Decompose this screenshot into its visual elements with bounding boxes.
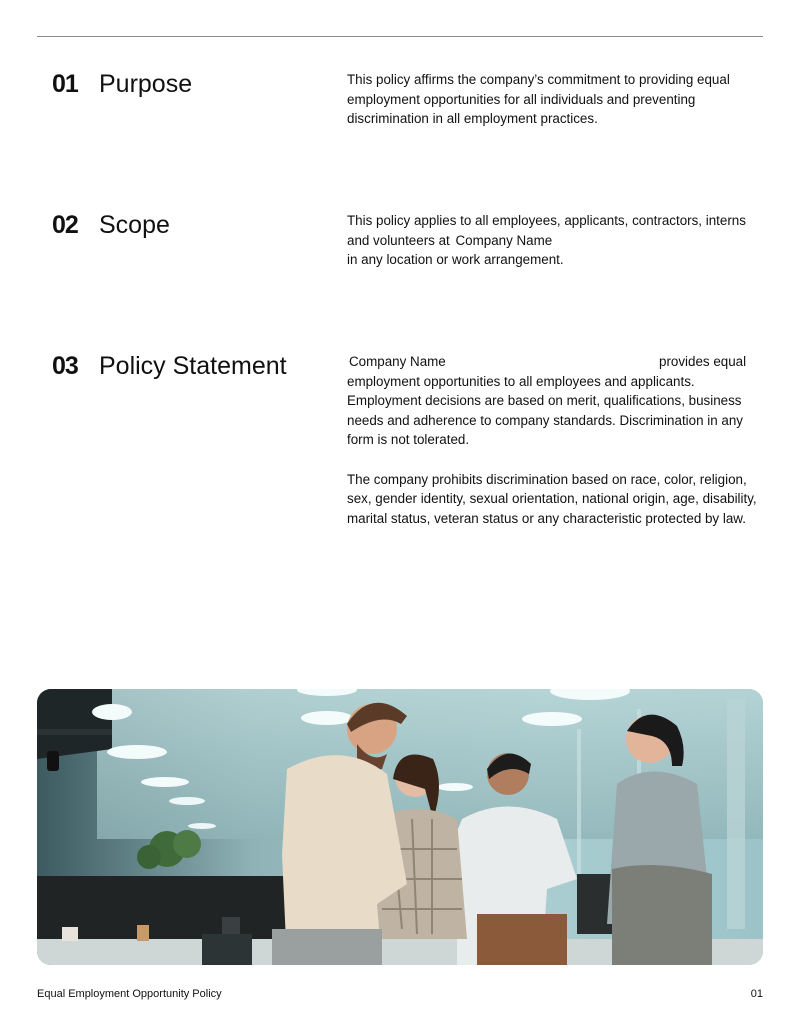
section-paragraph: This policy affirms the company’s commitment to providing equal employment opportunities for all individuals and preventing discrimination in all employment practices. — [347, 72, 730, 127]
section-title: Policy Statement — [99, 352, 287, 380]
section-title: Scope — [99, 211, 170, 239]
footer-page-number: 01 — [750, 988, 763, 1000]
header-divider — [37, 36, 763, 37]
section-paragraph — [347, 211, 767, 270]
section-paragraph — [347, 352, 767, 450]
section-body — [347, 211, 767, 270]
company-name-field[interactable]: Company Name — [349, 354, 446, 369]
section-number: 01 — [52, 70, 78, 98]
section-number: 02 — [52, 211, 78, 239]
section-paragraph: The company prohibits discrimination based on race, color, religion, sex, gender identity, sexual orientation, national origin, age, disability, marital status, veteran status or any characteristic protected by law. — [347, 471, 757, 526]
section-body — [347, 352, 767, 528]
section-number: 03 — [52, 352, 78, 380]
company-name-field[interactable]: Company Name — [455, 232, 553, 248]
section-title: Purpose — [99, 70, 193, 98]
statement-text: provides equal employment opportunities to all employees and applicants. Employment decisions are based on merit, qualifications, business needs and adherence to company standards. Discrimination in any form is not tolerated. — [347, 354, 747, 448]
scope-text-start: This policy applies to all employees, applicants, contractors, interns and volunteers at — [347, 213, 746, 248]
office-team-photo — [37, 689, 763, 965]
scope-text-end: in any location or work arrangement. — [347, 252, 564, 268]
footer-document-title: Equal Employment Opportunity Policy — [37, 988, 222, 1000]
section-body — [347, 70, 767, 129]
